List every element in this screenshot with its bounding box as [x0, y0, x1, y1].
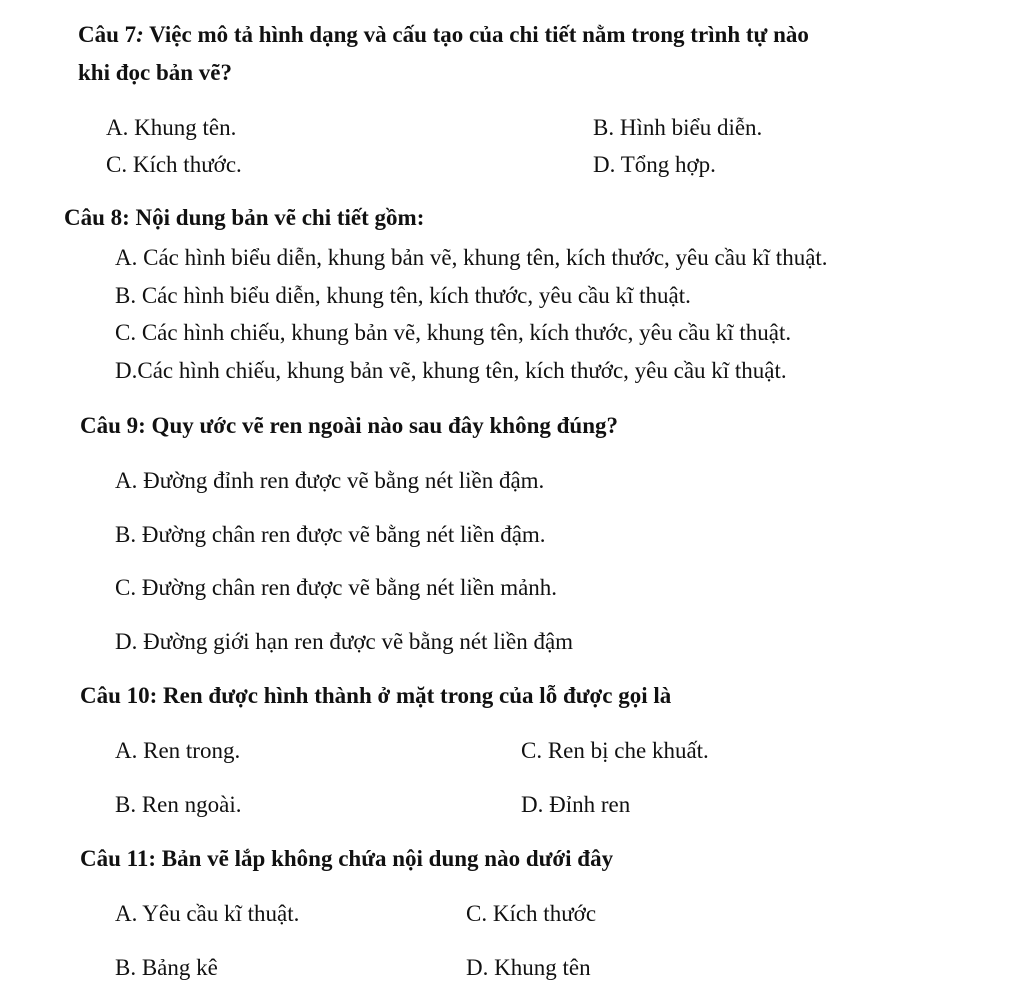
question-8-option-a: A. Các hình biểu diễn, khung bản vẽ, khung tên, kích thước, yêu cầu kĩ thuật. — [115, 245, 828, 270]
question-11-option-b: B. Bảng kê — [115, 955, 218, 980]
question-8-option-c: C. Các hình chiếu, khung bản vẽ, khung tên, kích thước, yêu cầu kĩ thuật. — [115, 320, 792, 345]
question-7-colon: : — [136, 22, 144, 47]
question-11-title: Câu 11: Bản vẽ lắp không chứa nội dung nào dưới đây — [80, 846, 614, 871]
question-11-option-d: D. Khung tên — [466, 955, 591, 980]
question-7-option-a: A. Khung tên. — [106, 115, 237, 140]
question-7-label: Câu 7 — [78, 22, 137, 47]
question-10-title: Câu 10: Ren được hình thành ở mặt trong của lỗ được gọi là — [80, 683, 672, 708]
question-7-option-d: D. Tổng hợp. — [593, 152, 716, 177]
question-9-option-a: A. Đường đỉnh ren được vẽ bằng nét liền đậm. — [115, 468, 545, 493]
question-11-option-c: C. Kích thước — [466, 901, 597, 926]
question-10-option-d: D. Đỉnh ren — [521, 792, 631, 817]
question-9-option-b: B. Đường chân ren được vẽ bằng nét liền đậm. — [115, 522, 546, 547]
question-7-line-1 — [78, 20, 809, 50]
question-7-text-1: Việc mô tả hình dạng và cấu tạo của chi tiết nằm trong trình tự nào — [143, 22, 809, 47]
question-9-title: Câu 9: Quy ước vẽ ren ngoài nào sau đây không đúng? — [80, 413, 618, 438]
question-8-option-b: B. Các hình biểu diễn, khung tên, kích thước, yêu cầu kĩ thuật. — [115, 283, 691, 308]
question-10-option-c: C. Ren bị che khuất. — [521, 738, 709, 763]
question-9-option-d: D. Đường giới hạn ren được vẽ bằng nét liền đậm — [115, 629, 574, 654]
question-10-option-a: A. Ren trong. — [115, 738, 241, 763]
question-8-option-d: D.Các hình chiếu, khung bản vẽ, khung tên, kích thước, yêu cầu kĩ thuật. — [115, 358, 787, 383]
question-8-title: Câu 8: Nội dung bản vẽ chi tiết gồm: — [64, 205, 425, 230]
question-7-option-c: C. Kích thước. — [106, 152, 242, 177]
question-10-option-b: B. Ren ngoài. — [115, 792, 242, 817]
question-7-option-b: B. Hình biểu diễn. — [593, 115, 763, 140]
question-7-line-2: khi đọc bản vẽ? — [78, 60, 233, 85]
question-11-option-a: A. Yêu cầu kĩ thuật. — [115, 901, 300, 926]
question-9-option-c: C. Đường chân ren được vẽ bằng nét liền mảnh. — [115, 575, 558, 600]
